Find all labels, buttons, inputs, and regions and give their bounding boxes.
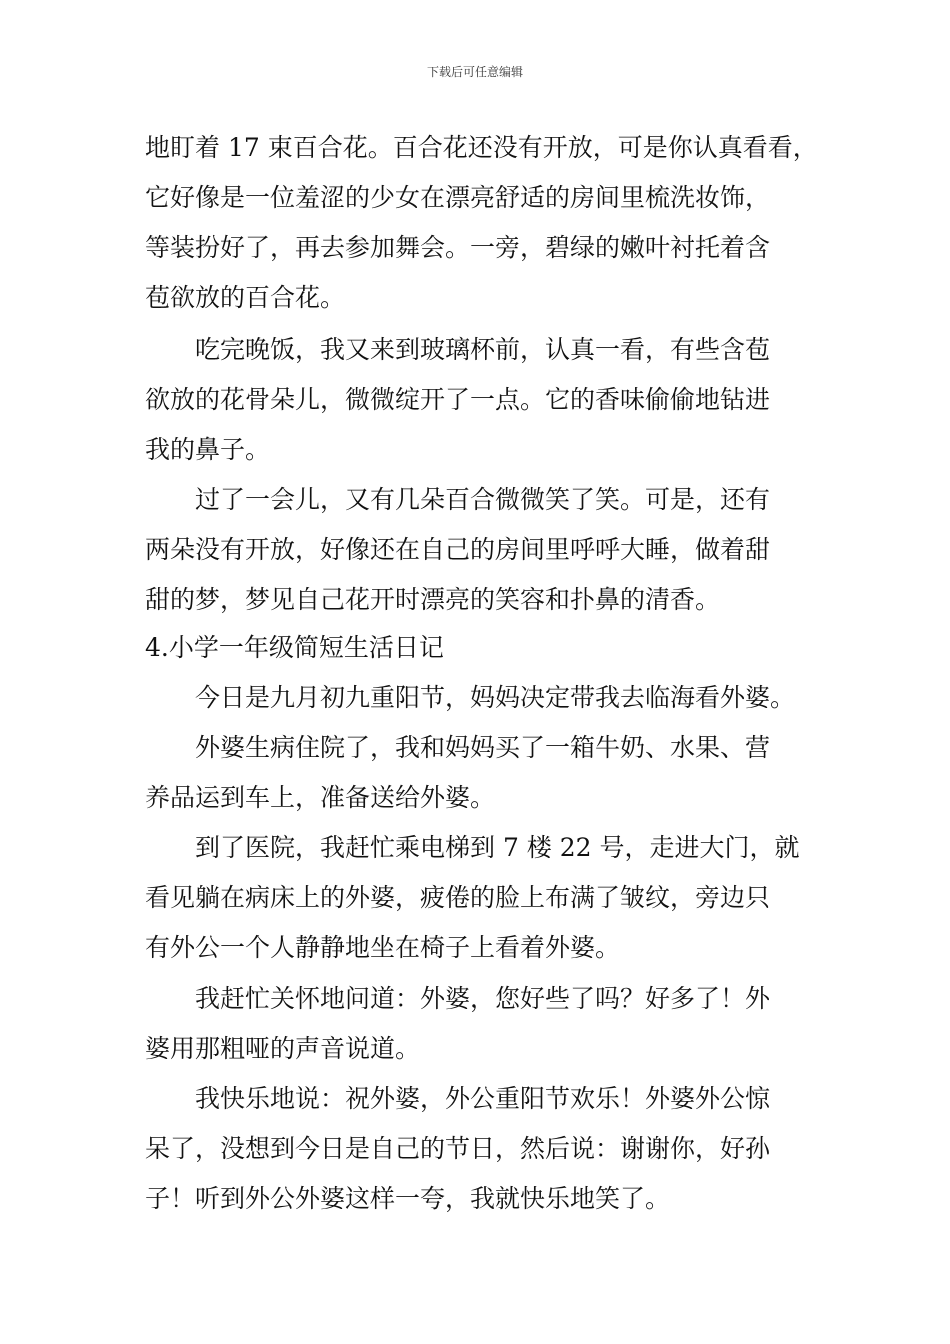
text-line: 它好像是一位羞涩的少女在漂亮舒适的房间里梳洗妆饰， (145, 183, 771, 212)
text-line: 吃完晚饭，我又来到玻璃杯前，认真一看，有些含苞 (195, 335, 771, 364)
text-line: 呆了，没想到今日是自己的节日，然后说：谢谢你，好孙 (145, 1134, 771, 1163)
text-line: 到了医院，我赶忙乘电梯到 7 楼 22 号，走进大门，就 (195, 833, 800, 862)
text-line: 今日是九月初九重阳节，妈妈决定带我去临海看外婆。 (195, 683, 796, 712)
text-line: 苞欲放的百合花。 (145, 283, 346, 312)
text-line: 两朵没有开放，好像还在自己的房间里呼呼大睡，做着甜 (145, 535, 771, 564)
text-line: 地盯着 17 束百合花。百合花还没有开放，可是你认真看看， (145, 133, 818, 162)
text-line: 等装扮好了，再去参加舞会。一旁，碧绿的嫩叶衬托着含 (145, 233, 771, 262)
text-line: 婆用那粗哑的声音说道。 (145, 1034, 421, 1063)
section-heading: 4.小学一年级简短生活日记 (145, 633, 444, 662)
text-line: 我赶忙关怀地问道：外婆，您好些了吗？好多了！外 (195, 984, 771, 1013)
text-line: 外婆生病住院了，我和妈妈买了一箱牛奶、水果、营 (195, 733, 771, 762)
text-line: 子！听到外公外婆这样一夸，我就快乐地笑了。 (145, 1184, 671, 1213)
text-line: 过了一会儿，又有几朵百合微微笑了笑。可是，还有 (195, 485, 771, 514)
text-line: 养品运到车上，准备送给外婆。 (145, 783, 496, 812)
text-line: 欲放的花骨朵儿，微微绽开了一点。它的香味偷偷地钻进 (145, 385, 771, 414)
text-line: 有外公一个人静静地坐在椅子上看着外婆。 (145, 933, 621, 962)
text-line: 我的鼻子。 (145, 435, 271, 464)
text-line: 我快乐地说：祝外婆，外公重阳节欢乐！外婆外公惊 (195, 1084, 771, 1113)
text-line: 看见躺在病床上的外婆，疲倦的脸上布满了皱纹，旁边只 (145, 883, 771, 912)
page-header: 下载后可任意编辑 (426, 65, 523, 79)
text-line: 甜的梦，梦见自己花开时漂亮的笑容和扑鼻的清香。 (145, 585, 721, 614)
